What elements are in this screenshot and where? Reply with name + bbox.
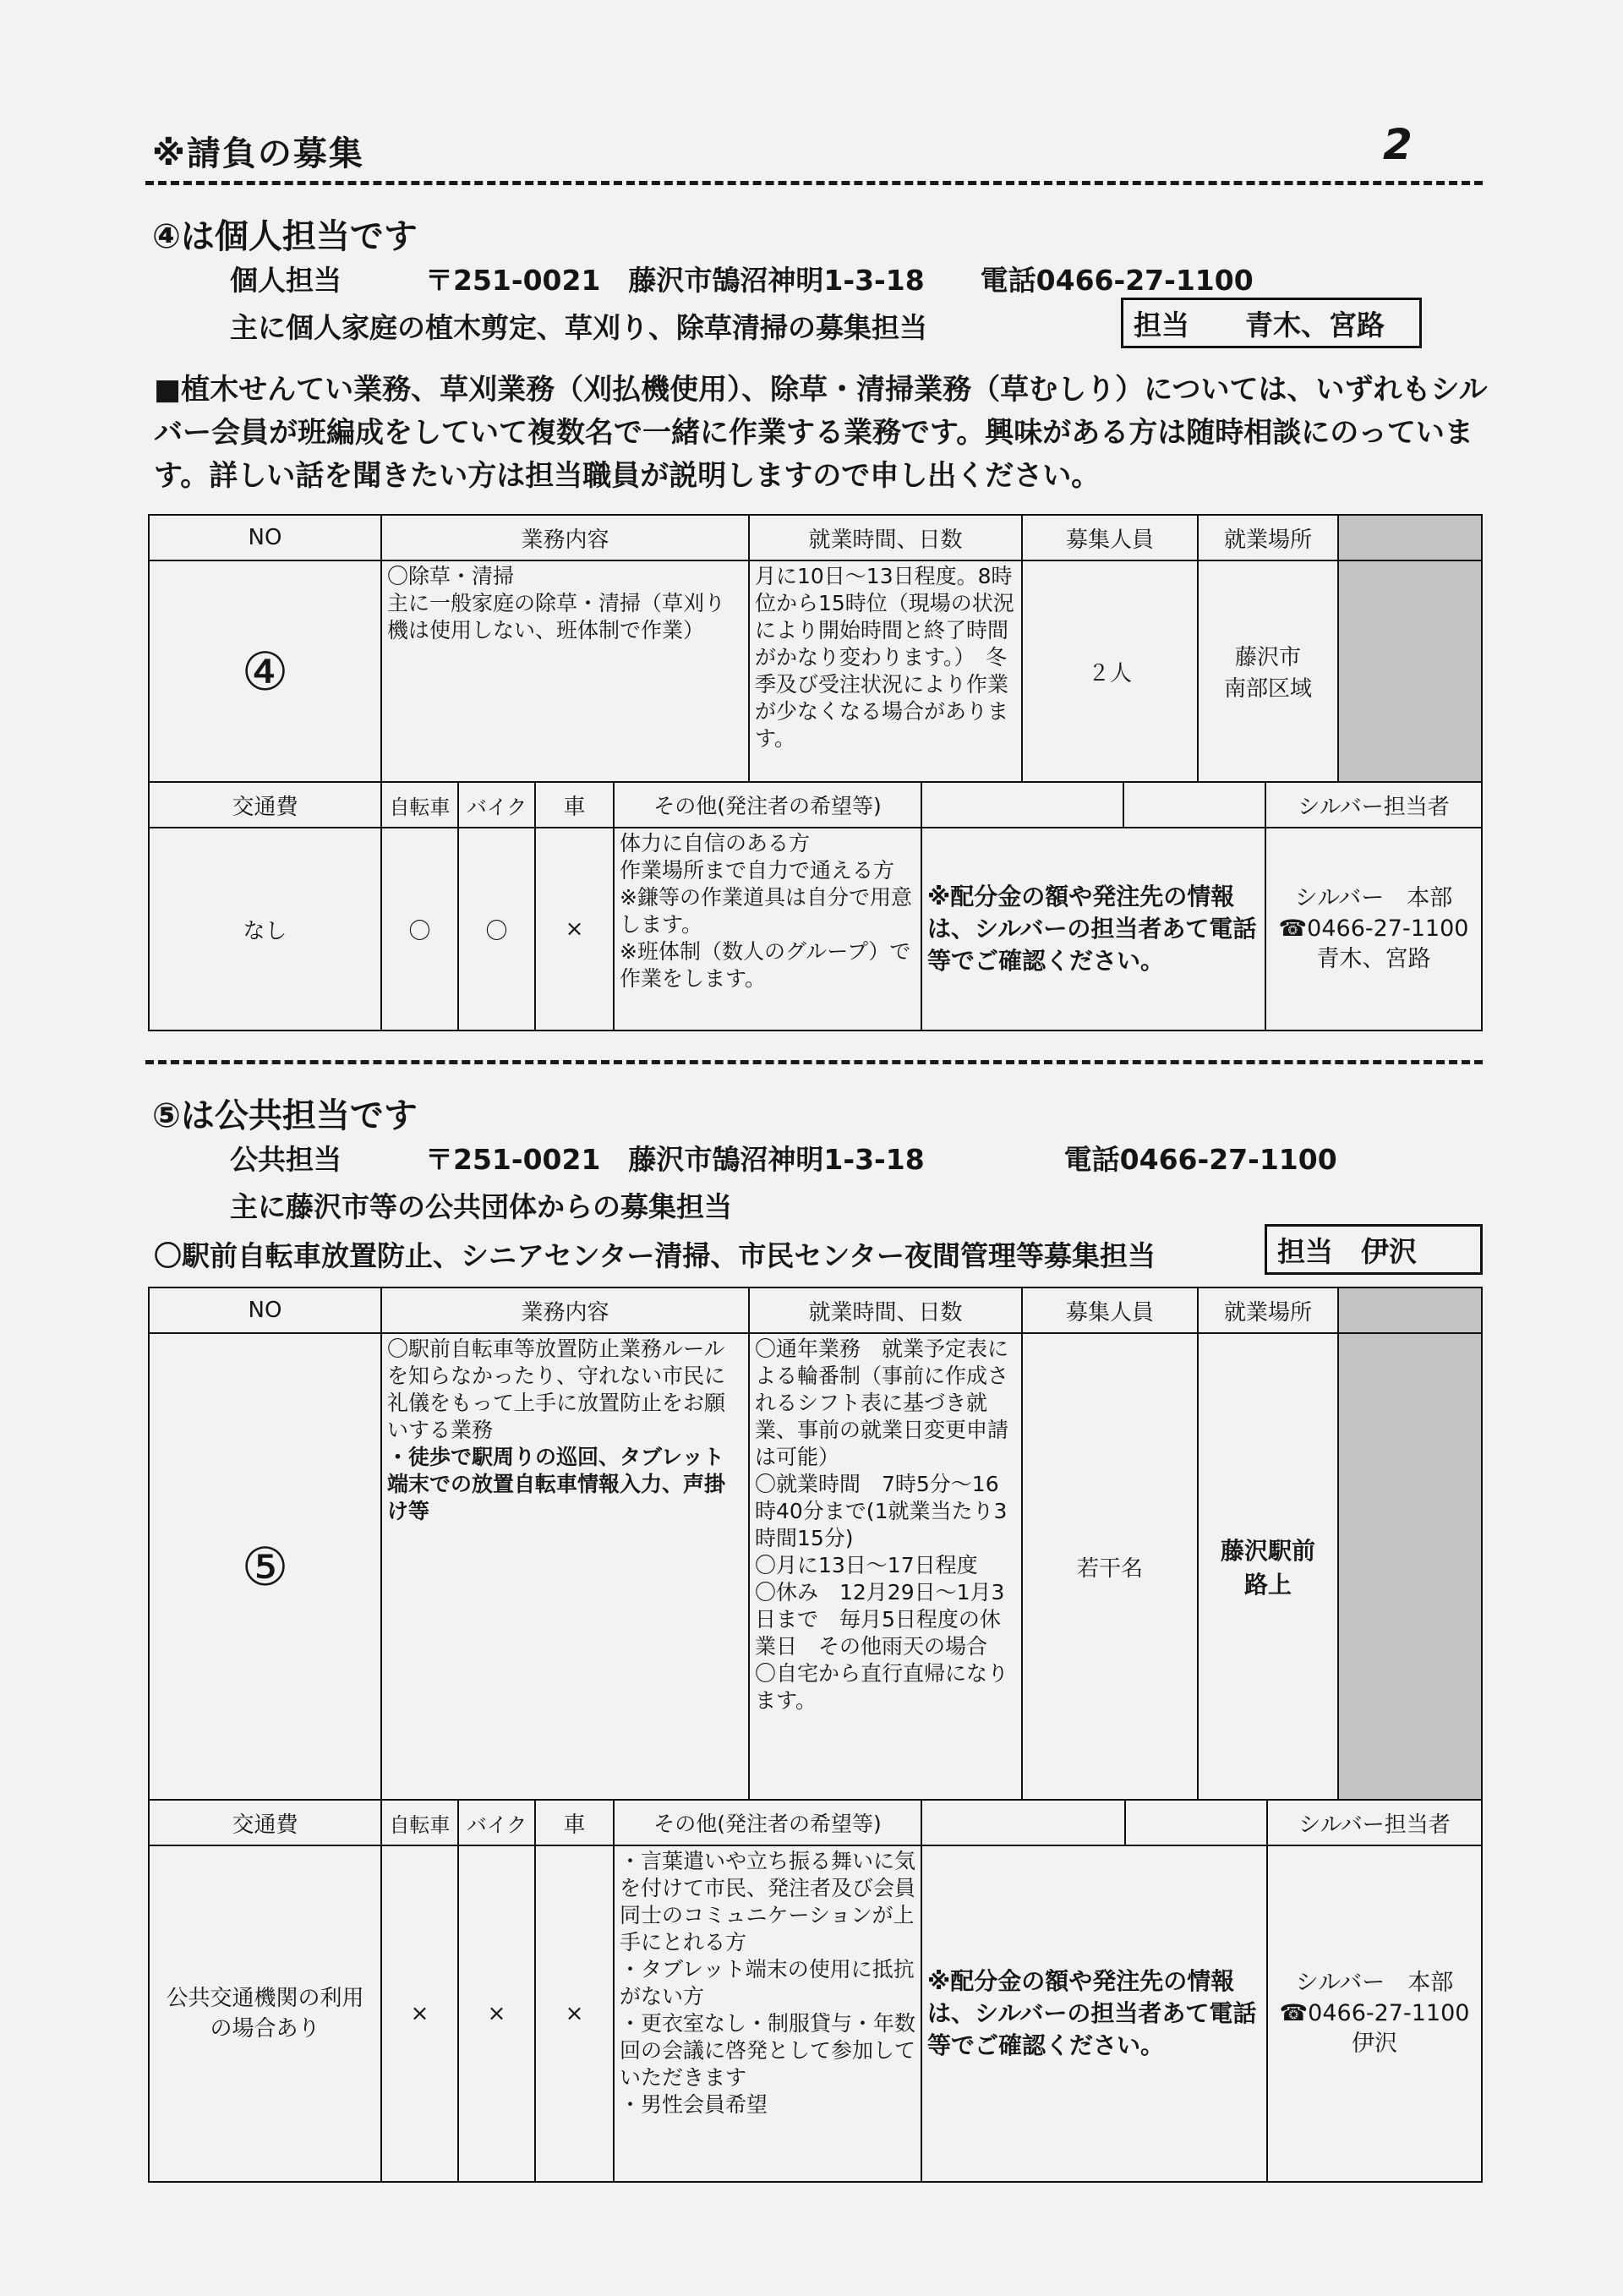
row-work-bold: ・徒歩で駅周りの巡回、タブレット端末での放置自転車情報入力、声掛け等 <box>387 1445 726 1523</box>
subheader-empty-1 <box>921 781 1124 828</box>
row-work <box>380 1332 750 1801</box>
subheader-bike: バイク <box>457 781 536 828</box>
subheader-empty-2 <box>1123 781 1266 828</box>
row-no: ⑤ <box>148 1332 382 1801</box>
header-blank <box>1337 1287 1483 1334</box>
row-work-plain: 〇駅前自転車等放置防止業務ルールを知らなかったり、守れない市民に礼儀をもって上手に放置防止をお願いする業務 <box>387 1337 726 1442</box>
header-no: NO <box>148 514 382 561</box>
section4-contact: 個人担当 〒251-0021 藤沢市鵠沼神明1-3-18 電話0466-27-1100 <box>230 264 1254 297</box>
row-hours: 〇通年業務 就業予定表による輪番制（事前に作成されるシフト表に基づき就業、事前の就業日変更申請は可能） 〇就業時間 7時5分～16時40分まで(1就業当たり3時間15分) 〇月に13日～17日程度 〇休み 12月29日～1月3日まで 毎月5日程度の休業日 その他雨天の場合 〇自宅から直行直帰になります。 <box>748 1332 1023 1801</box>
section4-subtitle: 主に個人家庭の植木剪定、草刈り、除草清掃の募集担当 <box>230 311 927 344</box>
subheader-staff: シルバー担当者 <box>1266 1799 1483 1846</box>
header-hours: 就業時間、日数 <box>748 514 1023 561</box>
divider <box>145 181 1483 185</box>
header-work: 業務内容 <box>380 1287 750 1334</box>
row-blank <box>1337 560 1483 783</box>
row-car: × <box>534 827 615 1031</box>
header-people: 募集人員 <box>1021 1287 1199 1334</box>
row-bike: × <box>457 1845 536 2183</box>
subheader-car: 車 <box>534 781 615 828</box>
row-other: 体力に自信のある方 作業場所まで自力で通える方 ※鎌等の作業道具は自分で用意します。 ※班体制（数人のグループ）で作業をします。 <box>613 827 922 1031</box>
row-bicycle: 〇 <box>380 827 459 1031</box>
subheader-empty-2 <box>1124 1799 1268 1846</box>
subheader-staff: シルバー担当者 <box>1265 781 1483 828</box>
subheader-transport: 交通費 <box>148 781 382 828</box>
subheader-other: その他(発注者の希望等) <box>613 1799 922 1846</box>
section4-heading: ④は個人担当です <box>152 217 418 256</box>
row-staff: シルバー 本部 ☎0466-27-1100 伊沢 <box>1266 1845 1483 2183</box>
header-work: 業務内容 <box>380 514 750 561</box>
divider <box>145 1060 1483 1064</box>
row-note: ※配分金の額や発注先の情報は、シルバーの担当者あて電話等でご確認ください。 <box>921 827 1266 1031</box>
header-place: 就業場所 <box>1197 514 1339 561</box>
row-transport: なし <box>148 827 382 1031</box>
row-people: ２人 <box>1021 560 1199 783</box>
header-no: NO <box>148 1287 382 1334</box>
section5-staff-box: 担当 伊沢 <box>1265 1224 1483 1275</box>
row-people: 若干名 <box>1021 1332 1199 1801</box>
section4-staff-box: 担当 青木、宮路 <box>1121 298 1422 348</box>
row-transport: 公共交通機関の利用の場合あり <box>148 1845 382 2183</box>
page-title: ※請負の募集 <box>152 134 364 173</box>
subheader-empty-1 <box>921 1799 1126 1846</box>
row-other: ・言葉遣いや立ち振る舞いに気を付けて市民、発注者及び会員同士のコミュニケーションが上手にとれる方 ・タブレット端末の使用に抵抗がない方 ・更衣室なし・制服貸与・年数回の会議に啓発として参加していただきます ・男性会員希望 <box>613 1845 922 2183</box>
row-car: × <box>534 1845 615 2183</box>
row-bike: 〇 <box>457 827 536 1031</box>
subheader-car: 車 <box>534 1799 615 1846</box>
row-hours: 月に10日～13日程度。8時位から15時位（現場の状況により開始時間と終了時間がかなり変わります。） 冬季及び受注状況により作業が少なくなる場合があります。 <box>748 560 1023 783</box>
header-place: 就業場所 <box>1197 1287 1339 1334</box>
subheader-transport: 交通費 <box>148 1799 382 1846</box>
subheader-other: その他(発注者の希望等) <box>613 781 922 828</box>
section4-paragraph: ■植木せんてい業務、草刈業務（刈払機使用）、除草・清掃業務（草むしり）については、いずれもシルバー会員が班編成をしていて複数名で一緒に作業する業務です。興味がある方は随時相談にのっています。詳しい話を聞きたい方は担当職員が説明しますので申し出ください。 <box>154 373 1488 493</box>
subheader-bicycle: 自転車 <box>380 781 459 828</box>
row-no: ④ <box>148 560 382 783</box>
section5-contact: 公共担当 〒251-0021 藤沢市鵠沼神明1-3-18 電話0466-27-1100 <box>230 1143 1337 1176</box>
row-blank <box>1337 1332 1483 1801</box>
header-people: 募集人員 <box>1021 514 1199 561</box>
row-bicycle: × <box>380 1845 459 2183</box>
header-hours: 就業時間、日数 <box>748 1287 1023 1334</box>
section5-heading: ⑤は公共担当です <box>152 1096 418 1135</box>
subheader-bike: バイク <box>457 1799 536 1846</box>
section5-subtitle2: 〇駅前自転車放置防止、シニアセンター清掃、市民センター夜間管理等募集担当 <box>154 1239 1156 1272</box>
row-note: ※配分金の額や発注先の情報は、シルバーの担当者あて電話等でご確認ください。 <box>921 1845 1268 2183</box>
row-work: 〇除草・清掃 主に一般家庭の除草・清掃（草刈り機は使用しない、班体制で作業） <box>380 560 750 783</box>
row-staff: シルバー 本部 ☎0466-27-1100 青木、宮路 <box>1265 827 1483 1031</box>
section5-subtitle: 主に藤沢市等の公共団体からの募集担当 <box>230 1190 732 1223</box>
header-blank <box>1337 514 1483 561</box>
row-place: 藤沢市 南部区域 <box>1197 560 1339 783</box>
row-place: 藤沢駅前 路上 <box>1197 1332 1339 1801</box>
page-number: 2 <box>1383 120 1413 169</box>
subheader-bicycle: 自転車 <box>380 1799 459 1846</box>
